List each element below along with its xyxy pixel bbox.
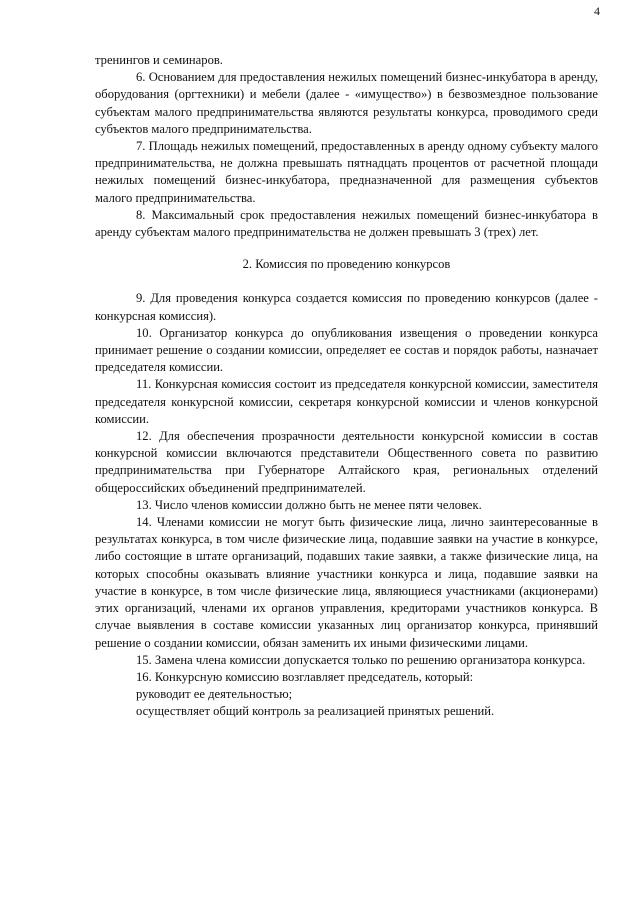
section-heading: 2. Комиссия по проведению конкурсов [242,257,451,272]
paragraph-8: 8. Максимальный срок предоставления нежилых помещений бизнес-инкубатора в аренду субъектам малого предпринимательства не должен превышать 3 (трех) лет. [95,207,598,240]
paragraph-14: 14. Членами комиссии не могут быть физические лица, лично заинтересованные в результатах конкурса, в том числе физические лица, подавшие заявки на участие в конкурсе, либо состоящие в штате организаций, подавших такие заявки, а также физические лица, на которых способны оказывать влияние участники конкурса и лица, подавшие заявки на участие в конкурсе, в том числе физические лица, являющиеся участниками (акционерами) этих организаций, членами их органов управления, кредиторами участников конкурса. В случае выявления в составе комиссии указанных лиц организатор конкурса, принявший решение о создании комиссии, обязан заменить их иными физическими лицами. [95,515,598,650]
paragraph-16: 16. Конкурсную комиссию возглавляет председатель, который: [136,669,474,684]
list-line-2: осуществляет общий контроль за реализацией принятых решений. [136,704,495,719]
paragraph-15: 15. Замена члена комиссии допускается только по решению организатора конкурса. [136,652,586,667]
document-body [95,52,598,721]
page-number: 4 [594,4,600,18]
paragraph-10: 10. Организатор конкурса до опубликования извещения о проведении конкурса принимает решение о создании комиссии, определяет ее состав и порядок работы, назначает председателя комиссии. [95,325,598,375]
paragraph-6: 6. Основанием для предоставления нежилых помещений бизнес-инкубатора в аренду, оборудования (оргтехники) и мебели (далее - «имущество») в безвозмездное пользование субъектам малого предпринимательства являются результаты конкурса, проводимого среди субъектов малого предпринимательства. [95,70,598,136]
paragraph-9: 9. Для проведения конкурса создается комиссия по проведению конкурсов (далее - конкурсная комиссия). [95,291,598,323]
list-line-1: руководит ее деятельностью; [136,687,293,702]
paragraph-12: 12. Для обеспечения прозрачности деятельности конкурсной комиссии в состав конкурсной комиссии включаются представители Общественного совета по развитию предпринимательства при Губернаторе Алтайского края, региональных отделений общероссийских объединений предпринимателей. [95,429,598,495]
paragraph-11: 11. Конкурсная комиссия состоит из председателя конкурсной комиссии, заместителя председателя конкурсной комиссии, секретаря конкурсной комиссии и членов конкурсной комиссии. [95,377,598,426]
paragraph-continuation: тренингов и семинаров. [95,53,223,67]
paragraph-7: 7. Площадь нежилых помещений, предоставленных в аренду одному субъекту малого предпринимательства, не должна превышать пятнадцать процентов от расчетной площади нежилых помещений бизнес-инкубатора, предназначенной для размещения субъектов малого предпринимательства. [95,139,598,205]
paragraph-13: 13. Число членов комиссии должно быть не менее пяти человек. [136,497,482,512]
